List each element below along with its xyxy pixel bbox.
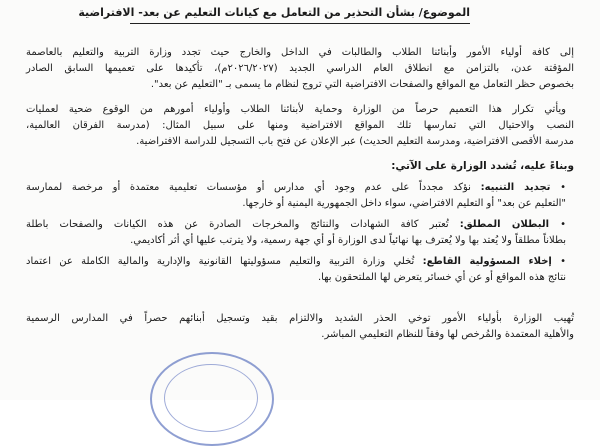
- para2-line-3: مدرسة الأقصى الافتراضية، ومدرسة التعليم الحديث) عبر الإعلان عن فتح باب التسجيل للدراسة الافتراضية.: [136, 136, 574, 147]
- directives-heading: وبناءً عليه، تُشدد الوزارة على الآتي:: [391, 160, 574, 172]
- directive-text: تُخلي وزارة التربية والتعليم مسؤوليتها القانونية والإدارية والمالية الكاملة عن اعتماد: [26, 256, 415, 267]
- official-seal-icon: [150, 352, 274, 446]
- directive-item-3-cont: نتائج هذه المواقع أو عن أي خسائر يتعرض لها الملتحقون بها.: [317, 272, 566, 283]
- subject-underline: [130, 23, 470, 24]
- document-subject: الموضوع/ بشأن التحذير من التعامل مع كيانات التعليم عن بعد- الافتراضية: [78, 6, 470, 19]
- closing-line-2: والأهلية المعتمدة والمُرخص لها وفقاً للنظام التعليمي المباشر.: [321, 329, 574, 340]
- closing-line-1: تُهيب الوزارة بأولياء الأمور توخي الحذر الشديد والالتزام بقيد وتسجيل أبنائهم حصراً في المدارس الرسمية: [26, 313, 574, 324]
- intro-line-3: بخصوص حظر التعامل مع المواقع والصفحات الافتراضية التي تروج لنظام ما يسمى بـ "التعليم عن بعد".: [150, 79, 574, 90]
- directive-item-1-cont: "التعليم عن بعد" أو التعليم الافتراضي، سواء داخل الجمهورية اليمنية أو خارجها.: [242, 198, 566, 209]
- directive-label: إخلاء المسؤولية القاطع:: [422, 256, 552, 267]
- directive-text: نؤكد مجدداً على عدم وجود أي مدارس أو مؤسسات تعليمية معتمدة أو مرخصة لممارسة: [26, 182, 471, 193]
- intro-line-1: إلى كافة أولياء الأمور وأبنائنا الطلاب والطالبات في الداخل والخارج حيث تجدد وزارة التربية والتعليم بالعاصمة: [26, 47, 574, 58]
- para2-line-1: ويأتي تكرار هذا التعميم حرصاً من الوزارة وحماية لأبنائنا الطلاب وأولياء أمورهم من الوقوع ضحية لعمليات: [26, 104, 566, 115]
- directive-label: البطلان المطلق:: [459, 219, 550, 230]
- directive-label: تجديد التنبيه:: [480, 182, 551, 193]
- directive-item-2-cont: بطلاناً مطلقاً ولا يُعتد بها ولا يُعترف بها نهائياً لدى الوزارة أو أي جهة رسمية، ولا يترتب عليها أي أثر أكاديمي.: [130, 235, 566, 246]
- directive-text: تُعتبر كافة الشهادات والنتائج والمخرجات الصادرة عن هذه الكيانات والصفحات باطلة: [26, 219, 449, 230]
- para2-line-2: النصب والاحتيال التي تمارسها تلك المواقع الافتراضية ومنها على سبيل المثال: (مدرسة الفرقان العالمية،: [26, 120, 574, 131]
- intro-line-2: المؤقتة عدن، بالتزامن مع انطلاق العام الدراسي الجديد (٢٠٢٦/٢٠٢٧م)، تأكيدها على تعميمها السابق الصادر: [26, 63, 574, 74]
- directive-item-2: • البطلان المطلق: تُعتبر كافة الشهادات والنتائج والمخرجات الصادرة عن هذه الكيانات والصفحات باطلة: [26, 219, 566, 230]
- directive-item-3: • إخلاء المسؤولية القاطع: تُخلي وزارة التربية والتعليم مسؤوليتها القانونية والإدارية والمالية الكاملة عن اعتماد: [26, 256, 566, 267]
- directive-item-1: • تجديد التنبيه: نؤكد مجدداً على عدم وجود أي مدارس أو مؤسسات تعليمية معتمدة أو مرخصة لممارسة: [26, 182, 566, 193]
- seal-inner-ring: [164, 364, 258, 432]
